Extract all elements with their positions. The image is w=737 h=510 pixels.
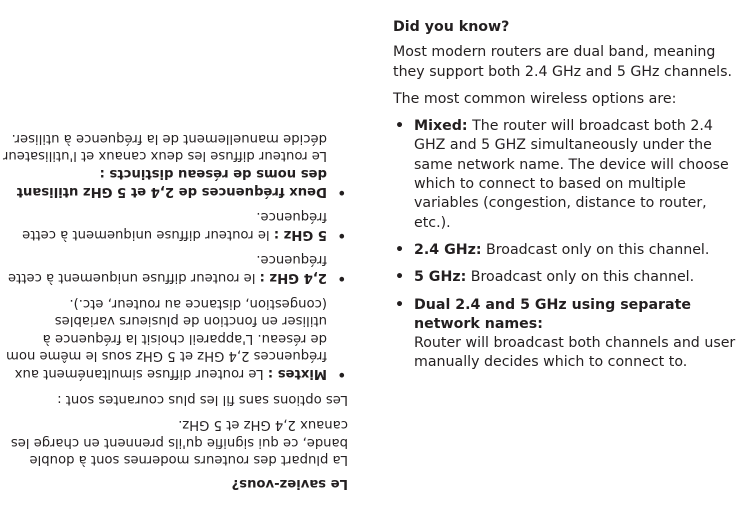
french-options-lead: Les options sans fil les plus courantes sont : <box>57 391 348 407</box>
english-option-term: • Dual 2.4 and 5 GHz using separate network names: <box>414 296 691 332</box>
english-option-term: 5 GHz: <box>414 269 467 286</box>
english-option-desc: Broadcast only on this channel. <box>486 241 710 258</box>
french-intro: La plupart des routeurs modernes sont à double bande, ce qui signifie qu'ils prennent en charge les canaux 2,4 GHz et 5 GHz. <box>10 417 348 468</box>
french-option-5ghz <box>3 208 348 243</box>
english-options-list <box>393 117 737 373</box>
english-option-mixed <box>393 117 737 233</box>
french-options-list <box>3 129 348 382</box>
french-section <box>3 121 348 492</box>
english-section <box>393 18 737 381</box>
french-option-mixed <box>3 294 348 382</box>
english-option-5ghz <box>393 268 737 287</box>
french-option-desc: le routeur diffuse uniquement à cette fréquence. <box>8 252 327 286</box>
french-option-term: • Deux fréquences de 2,4 et 5 GHz utilisant des noms de réseau distincts : <box>16 166 327 199</box>
french-option-desc: Le routeur diffuse simultanément aux fréquences 2,4 GHz et 5 GHz sous le même nom de réseau. L'appareil choisit la fréquence à utiliser en fonction de plusieurs variables (congestion, distance au routeur, etc.). <box>6 295 327 382</box>
french-title: Le saviez-vous? <box>231 476 348 491</box>
english-intro: Most modern routers are dual band, meaning they support both 2.4 GHz and 5 GHz channels. <box>393 44 733 80</box>
french-option-desc: le routeur diffuse uniquement à cette fréquence. <box>22 209 327 242</box>
english-option-desc: Broadcast only on this channel. <box>470 269 695 286</box>
french-option-term: 5 GHz : <box>273 226 327 242</box>
french-option-24ghz <box>3 251 348 286</box>
english-option-term: Mixed: <box>414 118 468 135</box>
french-option-dual <box>3 129 348 199</box>
english-option-term: 2.4 GHz: <box>414 241 482 258</box>
english-option-desc: The router will broadcast both 2.4 GHZ and 5 GHZ simultaneously under the same network name. The device will choose which to connect to based on multiple variables (congestion, distance to router, etc.). <box>414 118 729 231</box>
english-title: Did you know? <box>393 19 510 35</box>
french-option-desc: Le routeur diffuse les deux canaux et l'utilisateur décide manuellement de la fréquence à utiliser. <box>3 130 327 164</box>
english-options-lead: The most common wireless options are: <box>393 90 677 107</box>
english-option-dual <box>393 296 737 373</box>
french-option-term: 2,4 GHz : <box>259 270 327 286</box>
french-option-term: Mixtes : <box>267 366 327 382</box>
english-option-24ghz <box>393 241 737 260</box>
english-option-desc: Router will broadcast both channels and user manually decides which to connect to. <box>414 335 736 371</box>
french-section-rotated <box>0 0 368 510</box>
